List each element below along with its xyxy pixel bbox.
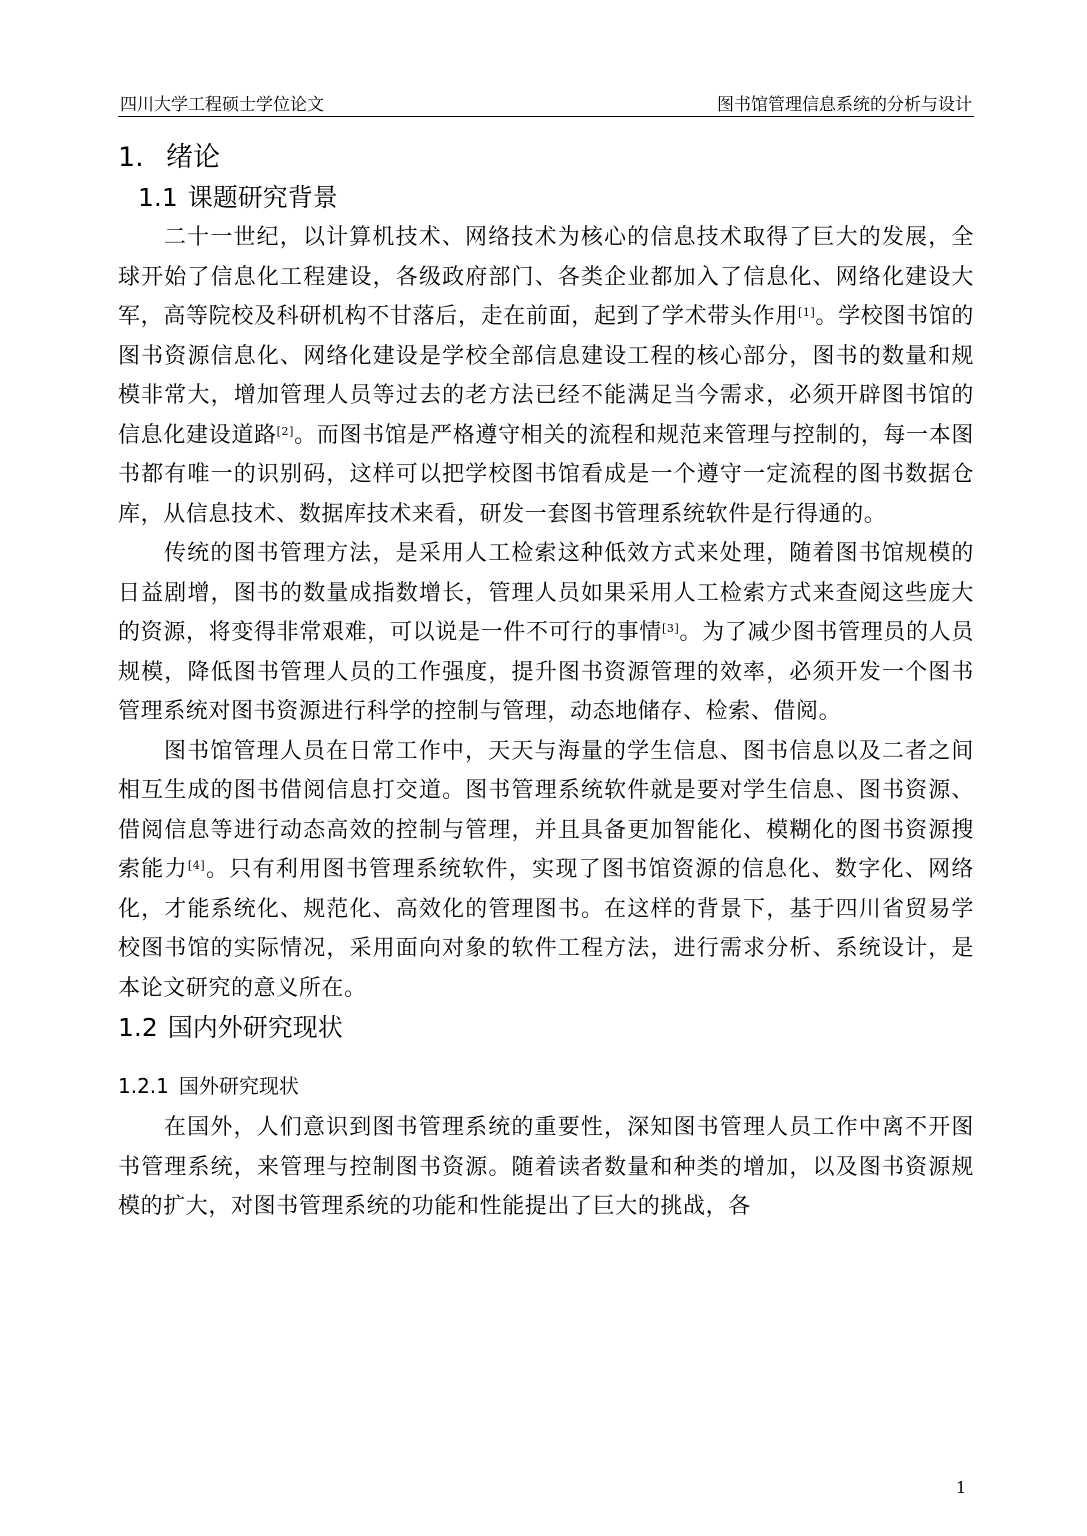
- chapter-number: 1.: [118, 142, 144, 173]
- page-number: 1: [956, 1478, 967, 1497]
- header-thesis-title: 图书馆管理信息系统的分析与设计: [717, 95, 972, 115]
- page-header: [118, 86, 974, 117]
- paragraph-text: 传统的图书管理方法，是采用人工检索这种低效方式来处理，随着图书馆规模的日益剧增，图书的数量成指数增长，管理人员如果采用人工检索方式来查阅这些庞大的资源，将变得非常艰难，可以说是一件不可行的事情: [118, 541, 974, 645]
- paragraph-text: 图书馆管理人员在日常工作中，天天与海量的学生信息、图书信息以及二者之间相互生成的图书借阅信息打交道。图书管理系统软件就是要对学生信息、图书资源、借阅信息等进行动态高效的控制与管理，并且具备更加智能化、模糊化的图书资源搜索能力: [118, 738, 974, 882]
- section-number: 1.2: [118, 1013, 158, 1042]
- paragraph: [118, 534, 974, 732]
- section-title: 课题研究背景: [187, 183, 338, 212]
- section-heading: [118, 1008, 974, 1048]
- section-number: 1.1: [138, 183, 178, 212]
- citation: [4]: [187, 859, 206, 872]
- chapter-title: 绪论: [166, 142, 220, 173]
- page-content: [118, 138, 974, 1227]
- header-thesis-type: 四川大学工程硕士学位论文: [120, 95, 324, 115]
- paragraph-text: 二十一世纪，以计算机技术、网络技术为核心的信息技术取得了巨大的发展，全球开始了信息化工程建设，各级政府部门、各类企业都加入了信息化、网络化建设大军，高等院校及科研机构不甘落后，走在前面，起到了学术带头作用: [118, 225, 974, 329]
- paragraph: [118, 218, 974, 534]
- section-title: 国内外研究现状: [167, 1013, 343, 1042]
- citation: [1]: [797, 306, 816, 319]
- chapter-heading: [118, 138, 974, 178]
- subsection-heading: [118, 1064, 974, 1108]
- paragraph-text: 。学校图书馆的图书资源信息化、网络化建设是学校全部信息建设工程的核心部分，图书的数量和规模非常大，增加管理人员等过去的老方法已经不能满足当今需求，必须开辟图书馆的信息化建设道路: [118, 304, 974, 448]
- citation: [2]: [276, 424, 295, 438]
- citation: [3]: [661, 622, 680, 635]
- paragraph: [118, 732, 974, 1009]
- section-heading: [118, 178, 974, 218]
- paragraph-text: 。为了减少图书管理员的人员规模，降低图书管理人员的工作强度，提升图书资源管理的效率，必须开发一个图书管理系统对图书资源进行科学的控制与管理，动态地储存、检索、借阅。: [118, 620, 974, 724]
- paragraph-text: 。只有利用图书管理系统软件，实现了图书馆资源的信息化、数字化、网络化，才能系统化、规范化、高效化的管理图书。在这样的背景下，基于四川省贸易学校图书馆的实际情况，采用面向对象的软件工程方法，进行需求分析、系统设计，是本论文研究的意义所在。: [118, 857, 974, 1001]
- subsection-title: 国外研究现状: [178, 1074, 299, 1098]
- paragraph: 在国外，人们意识到图书管理系统的重要性，深知图书管理人员工作中离不开图书管理系统，来管理与控制图书资源。随着读者数量和种类的增加，以及图书资源规模的扩大，对图书管理系统的功能和性能提出了巨大的挑战，各: [118, 1115, 974, 1219]
- subsection-number: 1.2.1: [118, 1074, 169, 1098]
- paragraph-text: 。而图书馆是严格遵守相关的流程和规范来管理与控制的，每一本图书都有唯一的识别码，这样可以把学校图书馆看成是一个遵守一定流程的图书数据仓库，从信息技术、数据库技术来看，研发一套图书管理系统软件是行得通的。: [118, 422, 974, 527]
